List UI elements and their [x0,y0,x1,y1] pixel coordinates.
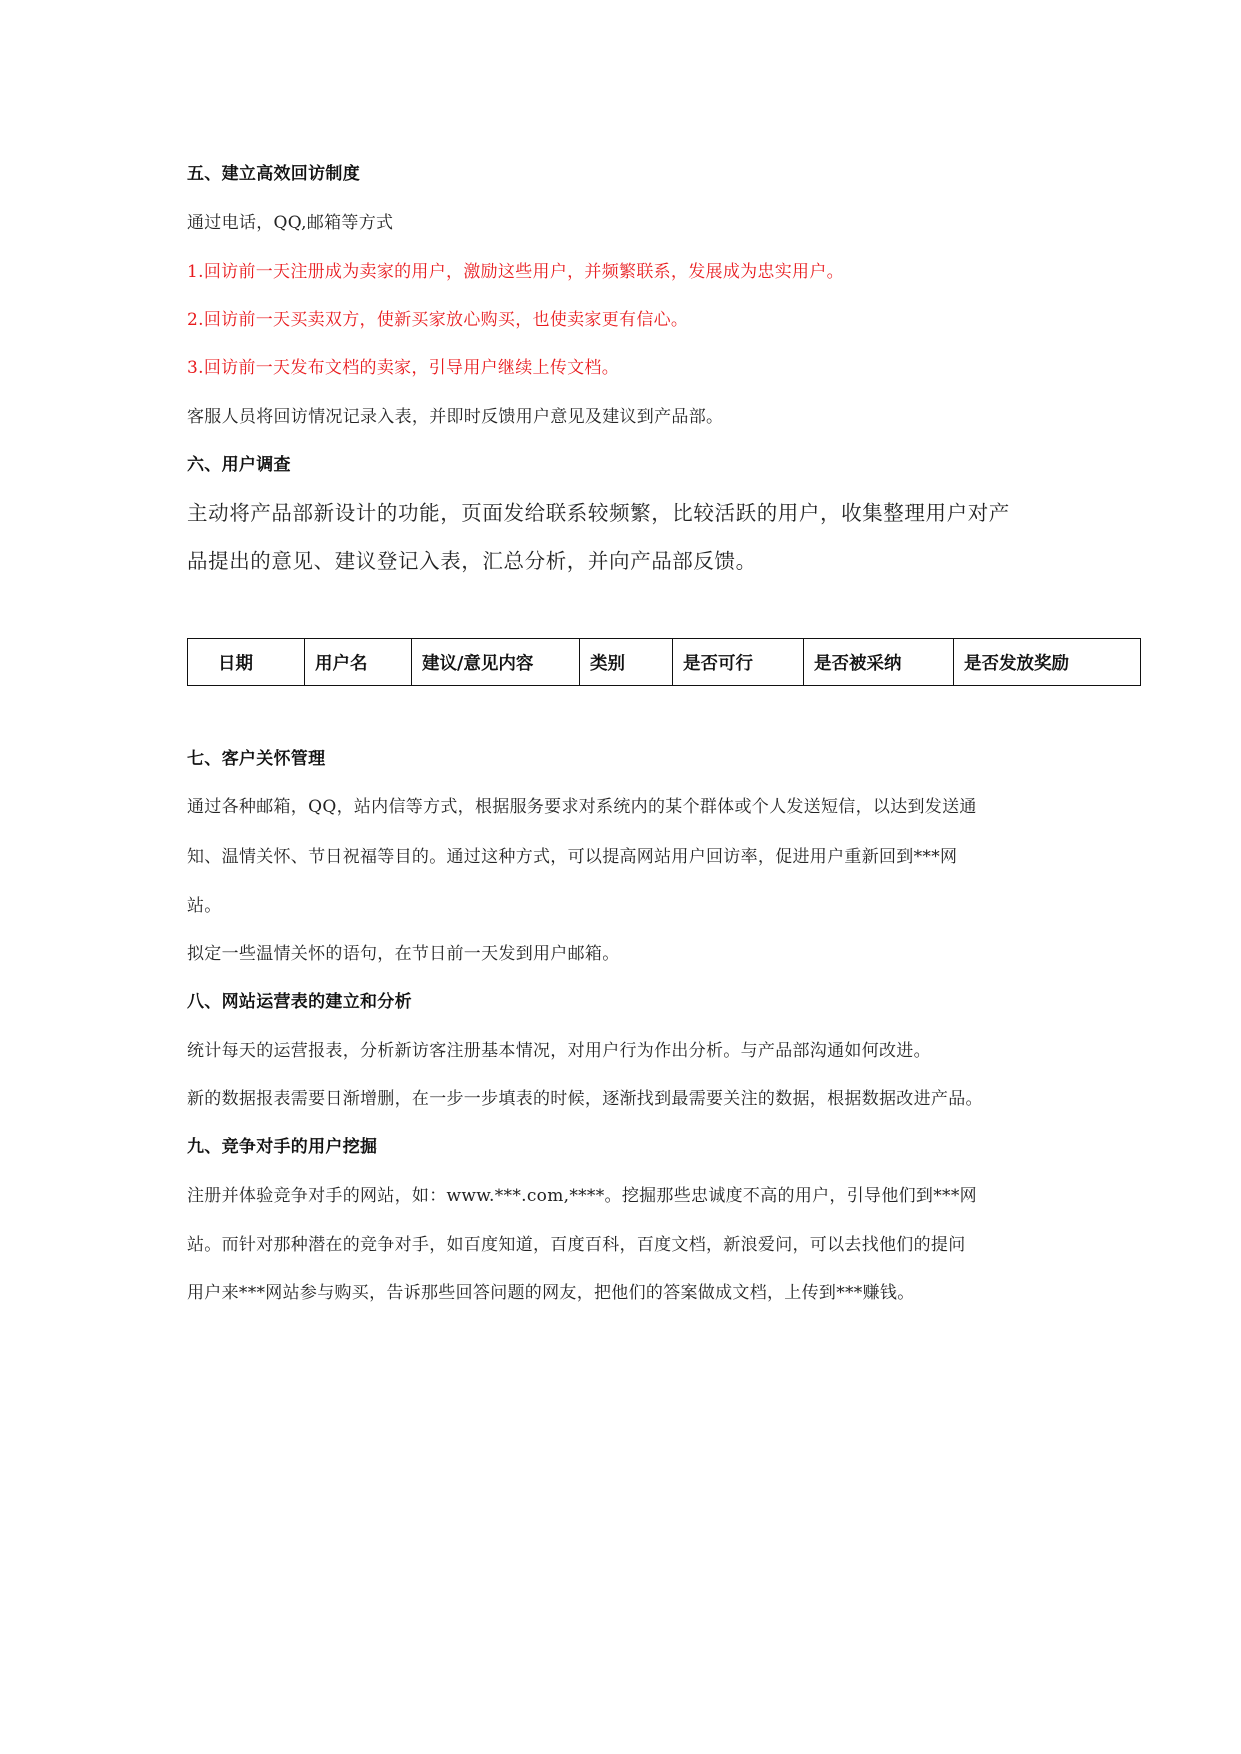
column-header-feasible: 是否可行 [673,639,804,686]
section-7-line-2: 知、温情关怀、节日祝福等目的。通过这种方式，可以提高网站用户回访率，促进用户重新回到***网 [187,847,958,867]
section-5-heading: 五、建立高效回访制度 [187,164,360,184]
column-header-category: 类别 [580,639,673,686]
feedback-table-header-row [188,639,1141,686]
section-7-heading: 七、客户关怀管理 [187,749,326,769]
section-9-line-2: 站。而针对那种潜在的竞争对手，如百度知道，百度百科，百度文档，新浪爱问，可以去找他们的提问 [187,1235,966,1255]
section-5-item-3: 3.回访前一天发布文档的卖家，引导用户继续上传文档。 [187,358,620,378]
section-5-item-2: 2.回访前一天买卖双方，使新买家放心购买，也使卖家更有信心。 [187,310,689,330]
section-9-line-3: 用户来***网站参与购买，告诉那些回答问题的网友，把他们的答案做成文档，上传到***赚钱。 [187,1283,915,1303]
section-5-note: 客服人员将回访情况记录入表，并即时反馈用户意见及建议到产品部。 [187,407,724,427]
section-9-line-1: 注册并体验竞争对手的网站，如：www.***.com,****。挖掘那些忠诚度不高的用户，引导他们到***网 [187,1186,977,1206]
section-7-line-4: 拟定一些温情关怀的语句，在节日前一天发到用户邮箱。 [187,944,620,964]
section-6-paragraph-line-2: 品提出的意见、建议登记入表，汇总分析，并向产品部反馈。 [187,549,757,573]
section-8-line-1: 统计每天的运营报表，分析新访客注册基本情况，对用户行为作出分析。与产品部沟通如何改进。 [187,1041,931,1061]
section-5-item-1: 1.回访前一天注册成为卖家的用户，激励这些用户，并频繁联系，发展成为忠实用户。 [187,262,844,282]
section-7-line-1: 通过各种邮箱，QQ，站内信等方式，根据服务要求对系统内的某个群体或个人发送短信，以达到发送通 [187,797,977,817]
feedback-table [187,638,1141,686]
section-6-paragraph-line-1: 主动将产品部新设计的功能，页面发给联系较频繁，比较活跃的用户，收集整理用户对产 [187,501,1010,525]
column-header-reward: 是否发放奖励 [954,639,1141,686]
column-header-suggestion: 建议/意见内容 [412,639,580,686]
column-header-date: 日期 [188,639,305,686]
column-header-adopted: 是否被采纳 [804,639,954,686]
column-header-username: 用户名 [305,639,412,686]
section-7-line-3: 站。 [187,896,222,916]
section-9-heading: 九、竞争对手的用户挖掘 [187,1137,378,1157]
section-5-intro: 通过电话，QQ,邮箱等方式 [187,213,394,233]
section-6-heading: 六、用户调查 [187,455,291,475]
section-8-heading: 八、网站运营表的建立和分析 [187,992,412,1012]
section-8-line-2: 新的数据报表需要日渐增删，在一步一步填表的时候，逐渐找到最需要关注的数据，根据数据改进产品。 [187,1089,983,1109]
